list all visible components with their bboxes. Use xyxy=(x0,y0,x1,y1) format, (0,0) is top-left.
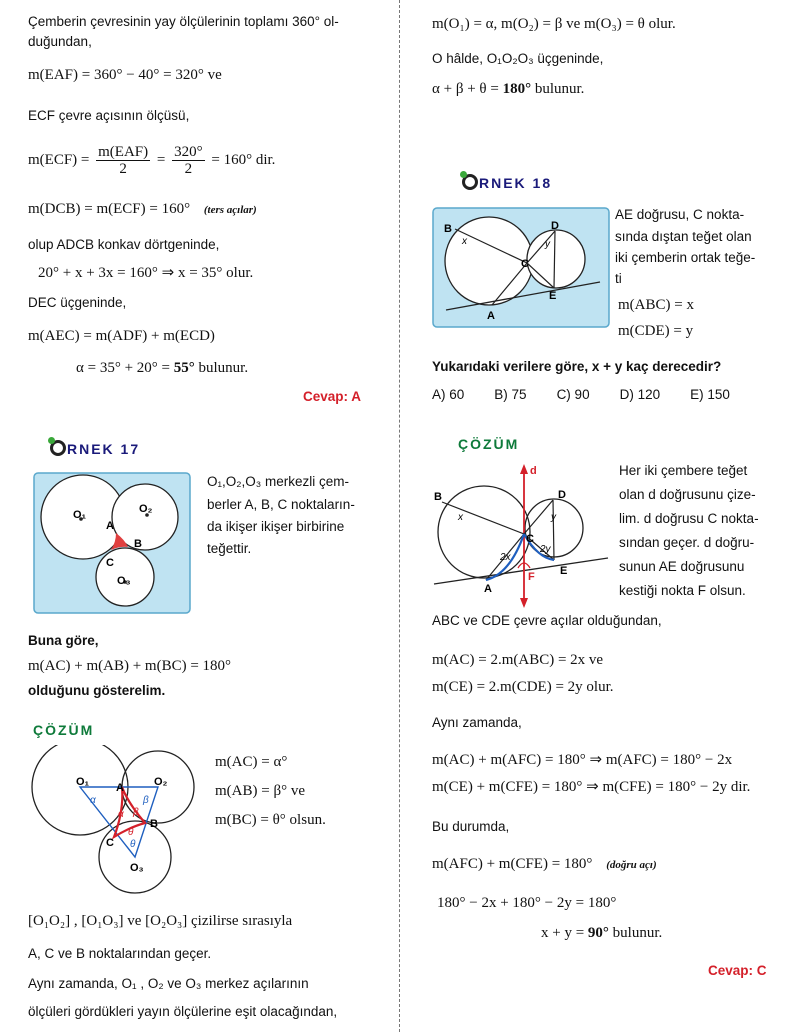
text-line: O hâlde, O₁O₂O₃ üçgeninde, xyxy=(432,51,604,66)
equation: 180° − 2x + 180° − 2y = 180° xyxy=(437,895,617,911)
solution-text-line: kestiği nokta F olsun. xyxy=(619,583,746,598)
figure-17 xyxy=(33,472,191,614)
label: C xyxy=(106,557,114,569)
example-text-line: berler A, B, C noktaların- xyxy=(207,497,355,512)
text-line: Çemberin çevresinin yay ölçülerinin toplamı 360° ol- xyxy=(28,14,339,29)
label: O₂ xyxy=(139,503,153,515)
column-divider xyxy=(399,0,400,1032)
option-e: E) 150 xyxy=(690,387,730,402)
text-line: DEC üçgeninde, xyxy=(28,295,127,310)
text-line: Aynı zamanda, O₁ , O₂ ve O₃ merkez açılarının xyxy=(28,976,309,991)
equation: 20° + x + 3x = 160° ⇒ x = 35° olur. xyxy=(38,265,254,281)
option-c: C) 90 xyxy=(556,387,590,402)
label: B xyxy=(150,818,158,830)
fraction-numerator: m(EAF) xyxy=(98,144,149,161)
example-text-line: da ikişer ikişer birbirine xyxy=(207,519,345,534)
equation xyxy=(432,855,657,874)
equation xyxy=(76,359,248,377)
label: B xyxy=(434,491,442,503)
option-a: A) 60 xyxy=(432,387,465,402)
label: B xyxy=(444,223,452,235)
text-line: ECF çevre açısının ölçüsü, xyxy=(28,108,190,123)
label: y xyxy=(545,239,550,250)
example-18-header xyxy=(462,174,552,191)
label: O₁ xyxy=(76,776,90,788)
figure-18 xyxy=(432,207,610,328)
label: θ xyxy=(130,839,136,850)
equation: m(ABC) = x xyxy=(618,297,694,313)
label: O₃ xyxy=(130,862,144,874)
eq-result: 180° xyxy=(502,81,532,97)
label: O₂ xyxy=(154,776,168,788)
label: A xyxy=(106,520,114,532)
label: β xyxy=(133,807,139,818)
equation xyxy=(541,924,662,942)
eq-part: m(ECF) = xyxy=(28,152,90,168)
eq-part: = 160° dir. xyxy=(211,152,276,168)
example-text-line: teğettir. xyxy=(207,541,252,556)
question-text: Buna göre, xyxy=(28,633,99,648)
fraction-numerator: 320° xyxy=(174,144,203,161)
solution-header: ÇÖZÜM xyxy=(458,436,520,452)
example-17-header xyxy=(50,440,140,457)
solution-text-line: lim. d doğrusu C nokta- xyxy=(619,511,759,526)
fraction xyxy=(172,144,205,177)
text-line: Aynı zamanda, xyxy=(432,715,522,730)
label: E xyxy=(549,290,557,302)
eq-part: α + β + θ = xyxy=(432,81,503,97)
label: E xyxy=(560,565,568,577)
example-text-line: O₁,O₂,O₃ merkezli çem- xyxy=(207,474,350,489)
eq-part: m(AFC) + m(CFE) = 180° xyxy=(432,856,593,872)
eq-part: bulunur. xyxy=(194,360,249,376)
fraction-denominator: 2 xyxy=(119,161,127,178)
solution-text-line: sunun AE doğrusunu xyxy=(619,559,745,574)
eq-result: 55° xyxy=(173,360,195,376)
label: x xyxy=(458,512,463,523)
equation: m(CE) = 2.m(CDE) = 2y olur. xyxy=(432,679,614,695)
equation: m(AB) = β° ve xyxy=(215,783,305,799)
answer-label: Cevap: C xyxy=(708,963,767,978)
label: θ xyxy=(128,827,134,838)
label: O₃ xyxy=(117,575,131,587)
option-d: D) 120 xyxy=(619,387,661,402)
eq-part: m(DCB) = m(ECF) = 160° xyxy=(28,201,191,217)
equation: m(AC) = α° xyxy=(215,754,288,770)
label: β xyxy=(143,795,149,806)
note: (ters açılar) xyxy=(203,204,257,216)
equation-fraction: m(ECF) = $\frac{\text{m(EAF)}}{2}$ = $\frac{320^\circ}{2}$ = 160° dir. xyxy=(28,144,276,178)
label: D xyxy=(551,220,559,232)
text-line: Bu durumda, xyxy=(432,819,510,834)
example-text-line: iki çemberin ortak teğe- xyxy=(615,250,756,265)
question-equation: m(AC) + m(AB) + m(BC) = 180° xyxy=(28,658,232,674)
label: x xyxy=(462,236,467,247)
fraction xyxy=(96,144,150,177)
equation: m(CDE) = y xyxy=(618,323,694,339)
solution-text-line: Her iki çembere teğet xyxy=(619,463,748,478)
o-logo-icon xyxy=(462,174,478,190)
eq-part: x + y = xyxy=(541,925,588,941)
text-line: ABC ve CDE çevre açılar olduğundan, xyxy=(432,613,662,628)
example-text-line: AE doğrusu, C nokta- xyxy=(615,207,745,222)
equation: m(EAF) = 360° − 40° = 320° ve xyxy=(28,67,222,83)
question-text: Yukarıdaki verilere göre, x + y kaç derecedir? xyxy=(432,359,722,374)
label: A xyxy=(484,583,492,595)
label: C xyxy=(526,533,534,545)
eq-result: 90° xyxy=(587,925,609,941)
text-line: [O₁O₂] , [O₁O₃] ve [O₂O₃] çizilirse sırasıyla xyxy=(28,913,293,929)
example-text-line: ti xyxy=(615,271,622,286)
eq-part: α = 35° + 20° = xyxy=(76,360,174,376)
text-line: A, C ve B noktalarından geçer. xyxy=(28,946,212,961)
equation: m(BC) = θ° olsun. xyxy=(215,812,326,828)
equation xyxy=(432,80,584,98)
label: 2y xyxy=(540,544,551,555)
label: 2x xyxy=(500,552,511,563)
solution-text-line: olan d doğrusunu çize- xyxy=(619,487,756,502)
label: A xyxy=(487,310,495,322)
equation: m(AC) + m(AFC) = 180° ⇒ m(AFC) = 180° − 2x xyxy=(432,752,733,768)
label: A xyxy=(116,782,124,794)
equation: m(CE) + m(CFE) = 180° ⇒ m(CFE) = 180° − 2y dir. xyxy=(432,779,751,795)
option-b: B) 75 xyxy=(494,387,527,402)
solution-17-figure xyxy=(30,745,210,900)
equation: m(AEC) = m(ADF) + m(ECD) xyxy=(28,328,215,344)
text-line: ölçüleri gördükleri yayın ölçülerine eşit olacağından, xyxy=(28,1004,338,1019)
o-logo-icon xyxy=(50,440,66,456)
solution-text-line: sından geçer. d doğru- xyxy=(619,535,755,550)
label: B xyxy=(134,538,142,550)
example-text-line: sında dıştan teğet olan xyxy=(615,229,752,244)
equation xyxy=(28,200,257,219)
answer-label: Cevap: A xyxy=(303,389,362,404)
text-line: duğundan, xyxy=(28,34,92,49)
solution-header: ÇÖZÜM xyxy=(33,722,95,738)
label: y xyxy=(551,512,556,523)
label: α xyxy=(118,809,124,820)
label: C xyxy=(106,837,114,849)
label: d xyxy=(530,465,537,477)
eq-part: bulunur. xyxy=(608,925,663,941)
eq-part: bulunur. xyxy=(531,81,585,97)
label: F xyxy=(528,571,535,583)
example-title: RNEK 18 xyxy=(479,175,553,191)
question-text: olduğunu gösterelim. xyxy=(28,683,166,698)
label: D xyxy=(558,489,566,501)
label: O₁ xyxy=(73,509,87,521)
fraction-denominator: 2 xyxy=(184,161,193,178)
note: (doğru açı) xyxy=(606,859,657,871)
label: C xyxy=(521,258,529,270)
solution-18-figure xyxy=(430,462,612,610)
equation: m(O₁) = α, m(O₂) = β ve m(O₃) = θ olur. xyxy=(432,16,676,32)
answer-options xyxy=(432,386,760,404)
label: α xyxy=(90,795,96,806)
equation: m(AC) = 2.m(ABC) = 2x ve xyxy=(432,652,604,668)
text-line: olup ADCB konkav dörtgeninde, xyxy=(28,237,220,252)
example-title: RNEK 17 xyxy=(67,441,141,457)
